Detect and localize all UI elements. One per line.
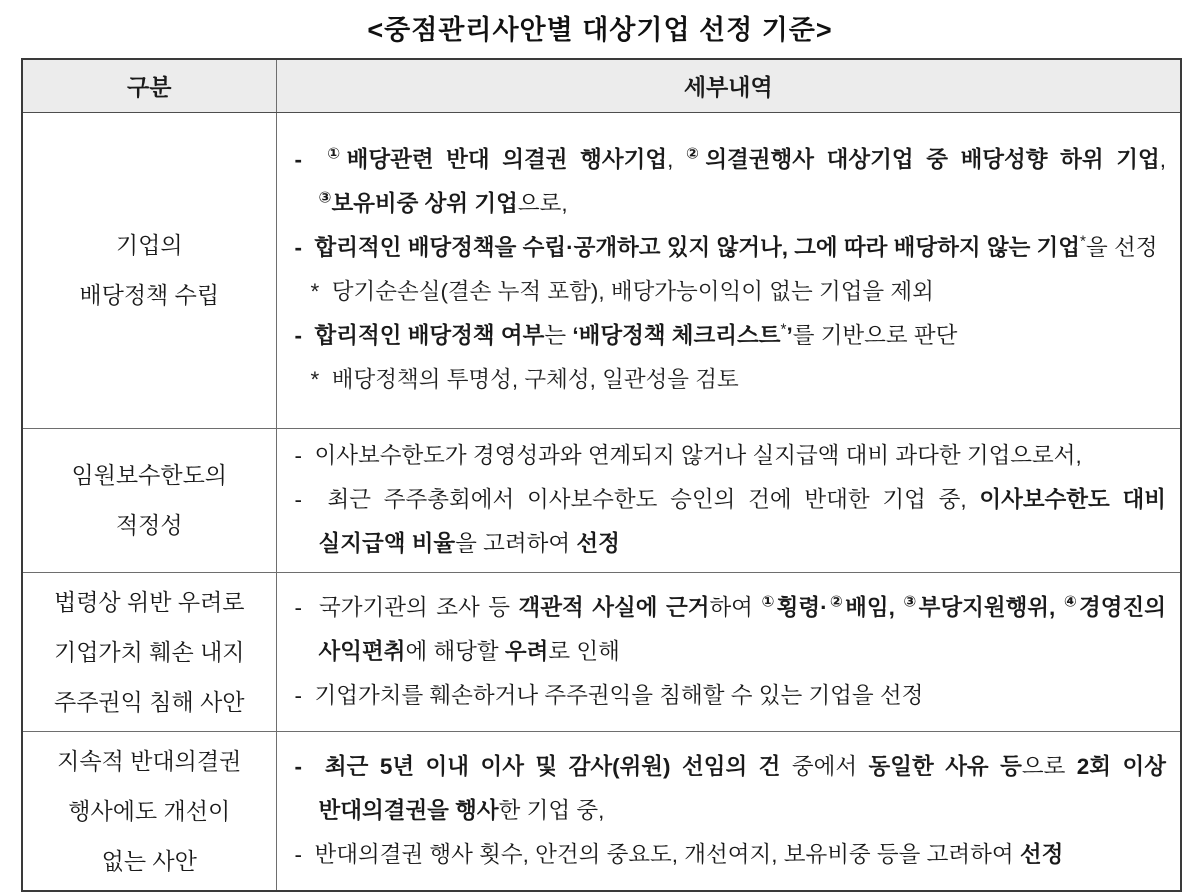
body-text: 국가기관의 조사 등	[319, 594, 519, 620]
bullet-line	[277, 138, 1167, 226]
emphasis-text: 합리적인 배당정책 여부	[314, 323, 545, 348]
emphasis-text: 횡령·	[776, 594, 828, 620]
superscript-mark: ①	[761, 593, 777, 610]
table-row	[22, 572, 1181, 731]
emphasis-text: 2회 이상 반대의결권을 행사	[318, 753, 1166, 823]
emphasis-text: ’	[786, 323, 793, 348]
emphasis-text: 의결권행사 대상기업 중 배당성향 하위 기업	[705, 147, 1160, 172]
dash-marker: -	[294, 594, 320, 620]
details-cell	[276, 112, 1181, 428]
dash-marker: -	[294, 841, 315, 867]
dash-marker: -	[294, 487, 328, 512]
superscript-mark: ②	[685, 145, 706, 163]
bullet-line	[277, 226, 1167, 270]
dash-marker: -	[294, 753, 325, 779]
body-text: 는	[544, 323, 573, 348]
dash-marker: -	[294, 443, 315, 468]
category-cell: 법령상 위반 우려로 기업가치 훼손 내지 주주권익 침해 사안	[22, 572, 276, 731]
bullet-line	[277, 434, 1167, 478]
emphasis-text: 부당지원행위,	[918, 594, 1064, 620]
body-text: 최근 주주총회에서 이사보수한도 승인의 건에 반대한 기업 중,	[327, 487, 980, 512]
body-text: 하여	[709, 594, 762, 620]
superscript-mark: *	[780, 321, 787, 339]
body-text: 기업가치를 훼손하거나 주주권익을 침해할 수 있는 기업을 선정	[314, 682, 924, 708]
criteria-table	[21, 58, 1182, 892]
dash-marker: -	[294, 323, 315, 348]
header-details: 세부내역	[276, 59, 1181, 112]
table-row	[22, 731, 1181, 891]
table-row	[22, 428, 1181, 572]
body-text: 이사보수한도가 경영성과와 연계되지 않거나 실지급액 대비 과다한 기업으로서,	[314, 443, 1082, 468]
emphasis-text: 보유비중 상위 기업	[331, 191, 518, 216]
dash-marker: -	[294, 682, 315, 708]
body-text: 을 고려하여	[455, 531, 577, 556]
superscript-mark: ②	[827, 593, 846, 610]
body-text: ,	[1159, 147, 1166, 172]
dash-marker: -	[294, 147, 328, 172]
emphasis-text: 합리적인 배당정책을 수립·공개하고 있지 않거나, 그에 따라 배당하지 않는 기업	[314, 235, 1081, 260]
emphasis-text: 경영진의 사익편취	[318, 594, 1166, 664]
details-cell	[276, 428, 1181, 572]
footnote-line	[277, 270, 1167, 314]
body-text: 배당정책의 투명성, 구체성, 일관성을 검토	[331, 367, 739, 392]
emphasis-text: 최근 5년 이내 이사 및 감사(위원) 선임의 건	[324, 753, 781, 779]
bullet-line	[277, 478, 1167, 566]
bullet-line	[277, 586, 1167, 674]
body-text: 당기순손실(결손 누적 포함), 배당가능이익이 없는 기업을 제외	[331, 279, 934, 304]
dash-marker: -	[294, 235, 315, 260]
superscript-mark: ③	[903, 593, 919, 610]
category-cell: 기업의 배당정책 수립	[22, 112, 276, 428]
superscript-mark: *	[1080, 233, 1086, 251]
category-cell: 임원보수한도의 적정성	[22, 428, 276, 572]
body-text: 로 인해	[548, 638, 620, 664]
page-title: <중점관리사안별 대상기업 선정 기준>	[367, 15, 833, 45]
body-text: ,	[667, 147, 686, 172]
bullet-line	[277, 745, 1167, 833]
body-text: 한 기업 중,	[498, 797, 605, 823]
category-cell: 지속적 반대의결권 행사에도 개선이 없는 사안	[22, 731, 276, 891]
emphasis-text: 객관적 사실에 근거	[518, 594, 710, 620]
body-text: 으로	[1021, 753, 1077, 779]
superscript-mark: ①	[327, 145, 347, 163]
body-text: 를 기반으로 판단	[792, 323, 958, 348]
emphasis-text: 우려	[504, 638, 549, 664]
details-cell	[276, 572, 1181, 731]
emphasis-text: ‘배당정책 체크리스트	[572, 323, 781, 348]
table-header-row	[22, 59, 1181, 112]
emphasis-text: 배임,	[845, 594, 904, 620]
superscript-mark: ③	[318, 189, 332, 207]
body-text: 을 선정	[1085, 235, 1158, 260]
body-text: 에 해당할	[405, 638, 505, 664]
emphasis-text: 배당관련 반대 의결권 행사기업	[346, 147, 668, 172]
bullet-line	[277, 833, 1167, 877]
emphasis-text: 선정	[1019, 841, 1064, 867]
footnote-line	[277, 358, 1167, 402]
bullet-line	[277, 314, 1167, 358]
asterisk-marker: *	[310, 367, 332, 392]
asterisk-marker: *	[310, 279, 332, 304]
table-row	[22, 112, 1181, 428]
details-cell	[276, 731, 1181, 891]
header-category: 구분	[22, 59, 276, 112]
emphasis-text: 이사보수한도 대비 실지급액 비율	[318, 487, 1166, 556]
emphasis-text: 선정	[576, 531, 620, 556]
body-text: 중에서	[780, 753, 869, 779]
body-text: 으로,	[517, 191, 568, 216]
bullet-line	[277, 674, 1167, 718]
body-text: 반대의결권 행사 횟수, 안건의 중요도, 개선여지, 보유비중 등을 고려하여	[314, 841, 1020, 867]
emphasis-text: 동일한 사유 등	[868, 753, 1022, 779]
superscript-mark: ④	[1063, 593, 1080, 610]
